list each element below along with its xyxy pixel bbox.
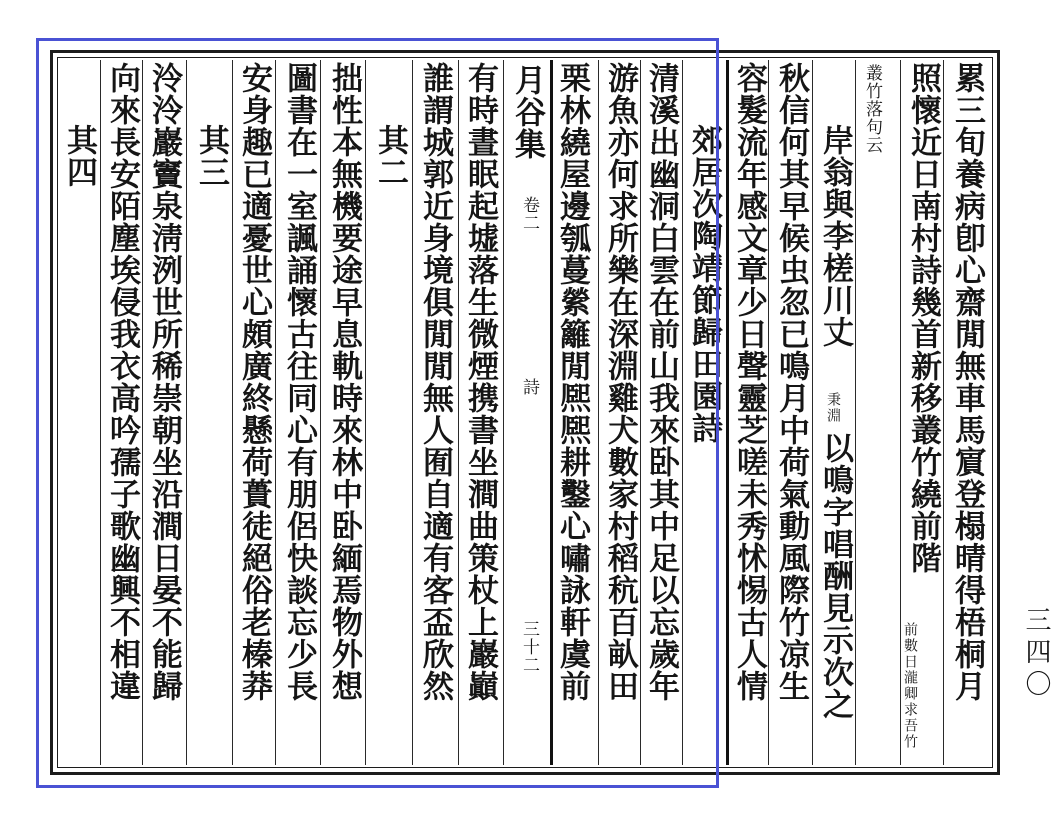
folio-number: 三十二 — [519, 620, 539, 674]
section-label: 詩 — [519, 378, 539, 396]
text-column: 累三旬養病卽心齋閒無車馬賔登榻晴得梧桐月 — [949, 62, 985, 702]
column-rule — [900, 60, 901, 765]
poem-title: 岸翁與李槎川丈 — [817, 124, 853, 348]
text-column: 圖書在一室諷誦懷古往同心有朋侶快談忘少長 — [281, 62, 317, 702]
text-column: 誰謂城郭近身境俱閒閒無人囿自適有客盃欣然 — [417, 62, 453, 702]
author-note: 秉淵 — [825, 392, 841, 424]
text-column: 游魚亦何求所樂在深淵雞犬數家村稻秔百畒田 — [602, 62, 638, 702]
text-column: 照懷近日南村詩幾首新移叢竹繞前階 — [905, 62, 941, 574]
annotation-note: 叢竹落句云 — [862, 64, 882, 154]
poem-title: 郊居次陶靖節歸田園詩 — [686, 124, 722, 444]
text-column: 栗林繞屋邊瓠蔓縈籬閒熈熈耕鑿心嘯詠軒虞前 — [554, 62, 590, 702]
volume-label: 卷二 — [519, 196, 539, 232]
sub-title: 其三 — [193, 124, 229, 188]
annotation-note: 前數日瀧卿求吾竹 — [902, 622, 918, 750]
text-column: 拙性本無機要途早息軌時來林中卧緬焉物外想 — [326, 62, 362, 702]
text-column: 有時晝眠起墟落生微煙携書坐澗曲策杖上巖巓 — [462, 62, 498, 702]
column-rule — [943, 60, 944, 765]
text-column: 清溪出幽洞白雲在前山我來卧其中足以忘歲年 — [643, 62, 679, 702]
text-column: 容髮流年感文章少日聲靈芝嗟未秀怵惕古人情 — [731, 62, 767, 702]
column-rule — [812, 60, 813, 765]
page-division-rule — [726, 60, 729, 765]
selection-highlight-box — [36, 38, 722, 788]
page-number: 三四〇 — [1021, 606, 1051, 702]
text-column: 泠泠巖竇泉淸洌世所稀崇朝坐沿澗日晏不能歸 — [146, 62, 182, 702]
column-rule — [768, 60, 769, 765]
text-column: 向來長安陌塵埃侵我衣高吟孺子歌幽興不相違 — [104, 62, 140, 702]
text-column: 秋信何其早候虫忽已鳴月中荷氣動風際竹凉生 — [773, 62, 809, 702]
sub-title: 其二 — [372, 124, 408, 188]
book-title: 月谷集 — [509, 64, 545, 160]
column-rule — [855, 60, 856, 765]
sub-title: 其四 — [61, 124, 97, 188]
poem-title-continued: 以鳴字唱酬見示次之 — [817, 432, 853, 720]
text-column: 安身趣已適憂世心頗廣終懸荷蕢徒絕俗老榛莽 — [236, 62, 272, 702]
